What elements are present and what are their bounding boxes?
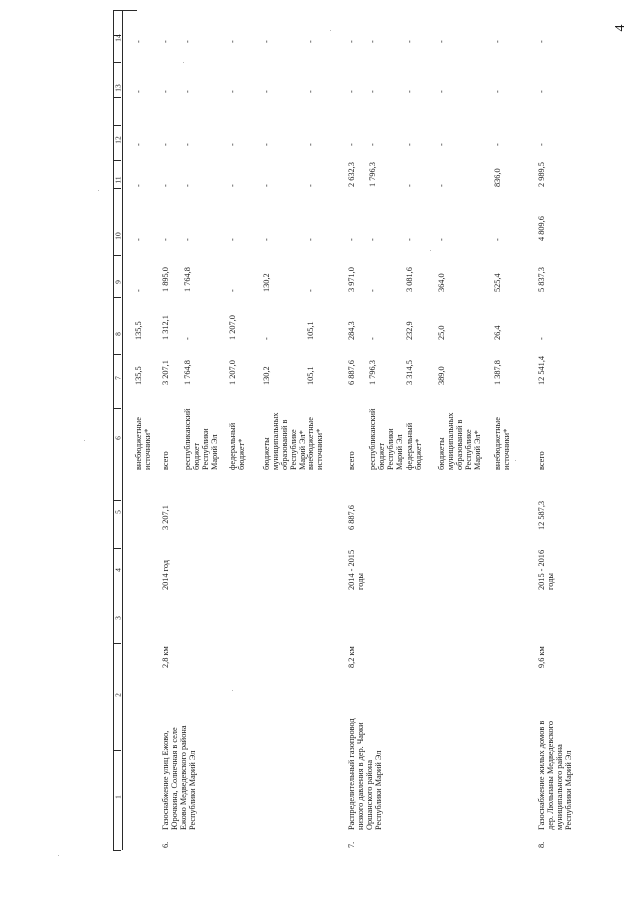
source-label-1-4: внебюджетные источники* <box>493 417 511 470</box>
source-c8-1-4: 26,4 <box>493 325 502 340</box>
source-c7-2-0: 12 541,4 <box>537 355 546 385</box>
carryover-c11: - <box>134 184 143 187</box>
carryover-c7: 135,5 <box>134 366 143 385</box>
source-c9-1-2: 3 081,6 <box>405 267 414 292</box>
row-cost-1: 6 887,6 <box>347 505 356 530</box>
carryover-c8: 135,5 <box>134 321 143 340</box>
source-c10-1-2: - <box>405 238 414 241</box>
source-c13-0-3: - <box>262 90 271 93</box>
row-period-2: 2015 - 2016 годы <box>537 549 555 590</box>
source-c8-0-4: 105,1 <box>306 321 315 340</box>
source-c13-1-2: - <box>405 90 414 93</box>
scan-speck <box>183 62 184 63</box>
source-c9-0-3: 130,2 <box>262 273 271 292</box>
page-number: 4 <box>613 24 628 32</box>
source-c7-0-1: 1 764,8 <box>183 360 192 385</box>
column-header-5: 5 <box>113 510 123 514</box>
source-c14-0-1: - <box>183 40 192 43</box>
source-c7-0-4: 105,1 <box>306 366 315 385</box>
source-label-0-4: внебюджетные источники* <box>306 417 324 470</box>
column-header-6: 6 <box>113 436 123 440</box>
row-period-1: 2014 - 2015 годы <box>347 549 365 590</box>
row-name-1: Распределительный газопровод низкого давления в дер. Чарки Оршанского района Республики Марий Эл <box>347 718 383 830</box>
column-rule-14 <box>113 850 121 851</box>
carryover-c12: - <box>134 143 143 146</box>
scan-speck <box>330 30 331 31</box>
source-c13-0-1: - <box>183 90 192 93</box>
source-c8-0-0: 1 312,1 <box>161 315 170 340</box>
source-c12-1-1: - <box>368 143 377 146</box>
carryover-c13: - <box>134 90 143 93</box>
source-c13-1-1: - <box>368 90 377 93</box>
source-c11-1-0: 2 632,3 <box>347 162 356 187</box>
source-c10-0-4: - <box>306 238 315 241</box>
source-c9-0-1: 1 764,8 <box>183 267 192 292</box>
source-c11-0-2: - <box>228 184 237 187</box>
scan-speck <box>232 690 233 691</box>
column-header-4: 4 <box>113 568 123 572</box>
row-number-2: 8. <box>537 841 546 848</box>
source-c11-0-0: - <box>161 184 170 187</box>
column-rule-8 <box>113 354 121 355</box>
source-c9-2-0: 5 837,3 <box>537 267 546 292</box>
row-length-2: 9,6 км <box>537 646 546 668</box>
source-c11-1-4: 836,0 <box>493 168 502 187</box>
source-c14-0-2: - <box>228 40 237 43</box>
source-c14-1-2: - <box>405 40 414 43</box>
source-c9-1-0: 3 971,0 <box>347 267 356 292</box>
source-c13-0-2: - <box>228 90 237 93</box>
source-c12-1-3: - <box>437 143 446 146</box>
column-rule-2 <box>113 97 121 98</box>
row-length-0: 2,8 км <box>161 646 170 668</box>
source-c7-1-3: 389,0 <box>437 366 446 385</box>
row-number-0: 6. <box>161 841 170 848</box>
column-header-2: 2 <box>113 693 123 697</box>
column-header-3: 3 <box>113 616 123 620</box>
source-c10-0-2: - <box>228 238 237 241</box>
column-rule-13 <box>113 750 121 751</box>
source-label-0-0: всего <box>161 451 170 470</box>
row-name-0: Газоснабжение улиц Ежово, Юрочкина, Солнечная в селе Ежово Медведевского района Республики Марий Эл <box>161 725 197 830</box>
source-c11-1-1: 1 796,3 <box>368 162 377 187</box>
column-rule-5 <box>113 188 121 189</box>
source-c8-0-2: 1 207,0 <box>228 315 237 340</box>
source-c9-0-0: 1 895,0 <box>161 267 170 292</box>
column-rule-11 <box>113 548 121 549</box>
column-rule-12 <box>113 643 121 644</box>
source-c12-0-2: - <box>228 143 237 146</box>
source-c12-0-4: - <box>306 143 315 146</box>
row-name-2: Газоснабжение жилых домов в дер. Люльпаны Медведевского муниципального района Республики Марий Эл <box>537 720 573 830</box>
source-c8-0-1: - <box>183 337 192 340</box>
source-label-1-1: республиканский бюджет Республики Марий Эл <box>368 408 404 470</box>
source-label-1-3: бюджеты муниципальных образований в Республике Марий Эл* <box>437 412 482 470</box>
source-c8-1-3: 25,0 <box>437 325 446 340</box>
row-number-1: 7. <box>347 841 356 848</box>
source-c13-1-4: - <box>493 90 502 93</box>
source-c12-1-0: - <box>347 143 356 146</box>
source-c10-1-3: - <box>437 238 446 241</box>
column-header-10: 10 <box>113 232 123 240</box>
source-label-0-2: федеральный бюджет* <box>228 422 246 470</box>
source-c14-1-0: - <box>347 40 356 43</box>
column-rule-6 <box>113 255 121 256</box>
carryover-c9: - <box>134 289 143 292</box>
scan-speck <box>58 855 59 856</box>
column-header-11: 11 <box>113 176 123 184</box>
source-c11-0-3: - <box>262 184 271 187</box>
column-rule-9 <box>113 408 121 409</box>
source-c7-1-0: 6 887,6 <box>347 360 356 385</box>
column-rule-10 <box>113 500 121 501</box>
source-c8-2-0: - <box>537 337 546 340</box>
column-header-8: 8 <box>113 332 123 336</box>
source-c11-0-4: - <box>306 184 315 187</box>
source-c11-2-0: 2 989,5 <box>537 162 546 187</box>
source-c13-2-0: - <box>537 90 546 93</box>
source-c9-0-2: - <box>228 289 237 292</box>
carryover-label: внебюджетные источники* <box>134 417 152 470</box>
row-length-1: 8,2 км <box>347 646 356 668</box>
column-rule-7 <box>113 297 121 298</box>
source-c10-2-0: 4 809,6 <box>537 216 546 241</box>
source-c10-0-0: - <box>161 238 170 241</box>
source-c11-1-3: - <box>437 184 446 187</box>
source-c7-1-4: 1 387,8 <box>493 360 502 385</box>
source-c7-0-3: 130,2 <box>262 366 271 385</box>
scan-speck <box>515 460 516 461</box>
source-c13-1-0: - <box>347 90 356 93</box>
source-c9-0-4: - <box>306 289 315 292</box>
carryover-c10: - <box>134 238 143 241</box>
source-c10-1-1: - <box>368 238 377 241</box>
source-c10-0-3: - <box>262 238 271 241</box>
row-period-0: 2014 год <box>161 560 170 590</box>
column-header-7: 7 <box>113 376 123 380</box>
source-label-0-3: бюджеты муниципальных образований в Республике Марий Эл* <box>262 412 307 470</box>
source-c14-0-3: - <box>262 40 271 43</box>
column-header-13: 13 <box>113 84 123 92</box>
source-c10-1-0: - <box>347 238 356 241</box>
source-c12-1-4: - <box>493 143 502 146</box>
source-c8-1-1: - <box>368 337 377 340</box>
column-rule-4 <box>113 160 121 161</box>
source-c9-1-4: 525,4 <box>493 273 502 292</box>
source-c14-1-4: - <box>493 40 502 43</box>
source-c13-0-0: - <box>161 90 170 93</box>
scan-speck <box>98 190 99 191</box>
column-header-12: 12 <box>113 136 123 144</box>
source-c11-1-2: - <box>405 184 414 187</box>
source-c10-0-1: - <box>183 238 192 241</box>
source-c13-0-4: - <box>306 90 315 93</box>
source-label-1-2: федеральный бюджет* <box>405 422 423 470</box>
carryover-c14: - <box>134 40 143 43</box>
source-c14-0-0: - <box>161 40 170 43</box>
source-c8-1-2: 232,9 <box>405 321 414 340</box>
source-c7-0-2: 1 207,0 <box>228 360 237 385</box>
source-c9-1-1: - <box>368 289 377 292</box>
source-c10-1-4: - <box>493 238 502 241</box>
column-header-1: 1 <box>113 795 123 799</box>
source-c7-1-2: 3 314,5 <box>405 360 414 385</box>
source-c13-1-3: - <box>437 90 446 93</box>
source-c14-2-0: - <box>537 40 546 43</box>
source-c12-0-3: - <box>262 143 271 146</box>
source-c7-0-0: 3 207,1 <box>161 360 170 385</box>
source-c14-1-3: - <box>437 40 446 43</box>
source-c12-1-2: - <box>405 143 414 146</box>
row-cost-2: 12 587,3 <box>537 500 546 530</box>
source-c11-0-1: - <box>183 184 192 187</box>
scan-speck <box>430 250 431 251</box>
source-c12-2-0: - <box>537 143 546 146</box>
source-c8-0-3: - <box>262 337 271 340</box>
source-c14-0-4: - <box>306 40 315 43</box>
column-rule-3 <box>113 125 121 126</box>
source-c12-0-0: - <box>161 143 170 146</box>
source-c7-1-1: 1 796,3 <box>368 360 377 385</box>
column-header-14: 14 <box>113 34 123 42</box>
source-label-1-0: всего <box>347 451 356 470</box>
source-c8-1-0: 284,3 <box>347 321 356 340</box>
row-cost-0: 3 207,1 <box>161 505 170 530</box>
column-header-9: 9 <box>113 280 123 284</box>
scan-speck <box>84 440 85 441</box>
source-c9-1-3: 364,0 <box>437 273 446 292</box>
table-border-top <box>113 10 137 11</box>
source-label-0-1: республиканский бюджет Республики Марий Эл <box>183 408 219 470</box>
column-rule-1 <box>113 62 121 63</box>
source-c12-0-1: - <box>183 143 192 146</box>
source-label-2-0: всего <box>537 451 546 470</box>
source-c14-1-1: - <box>368 40 377 43</box>
